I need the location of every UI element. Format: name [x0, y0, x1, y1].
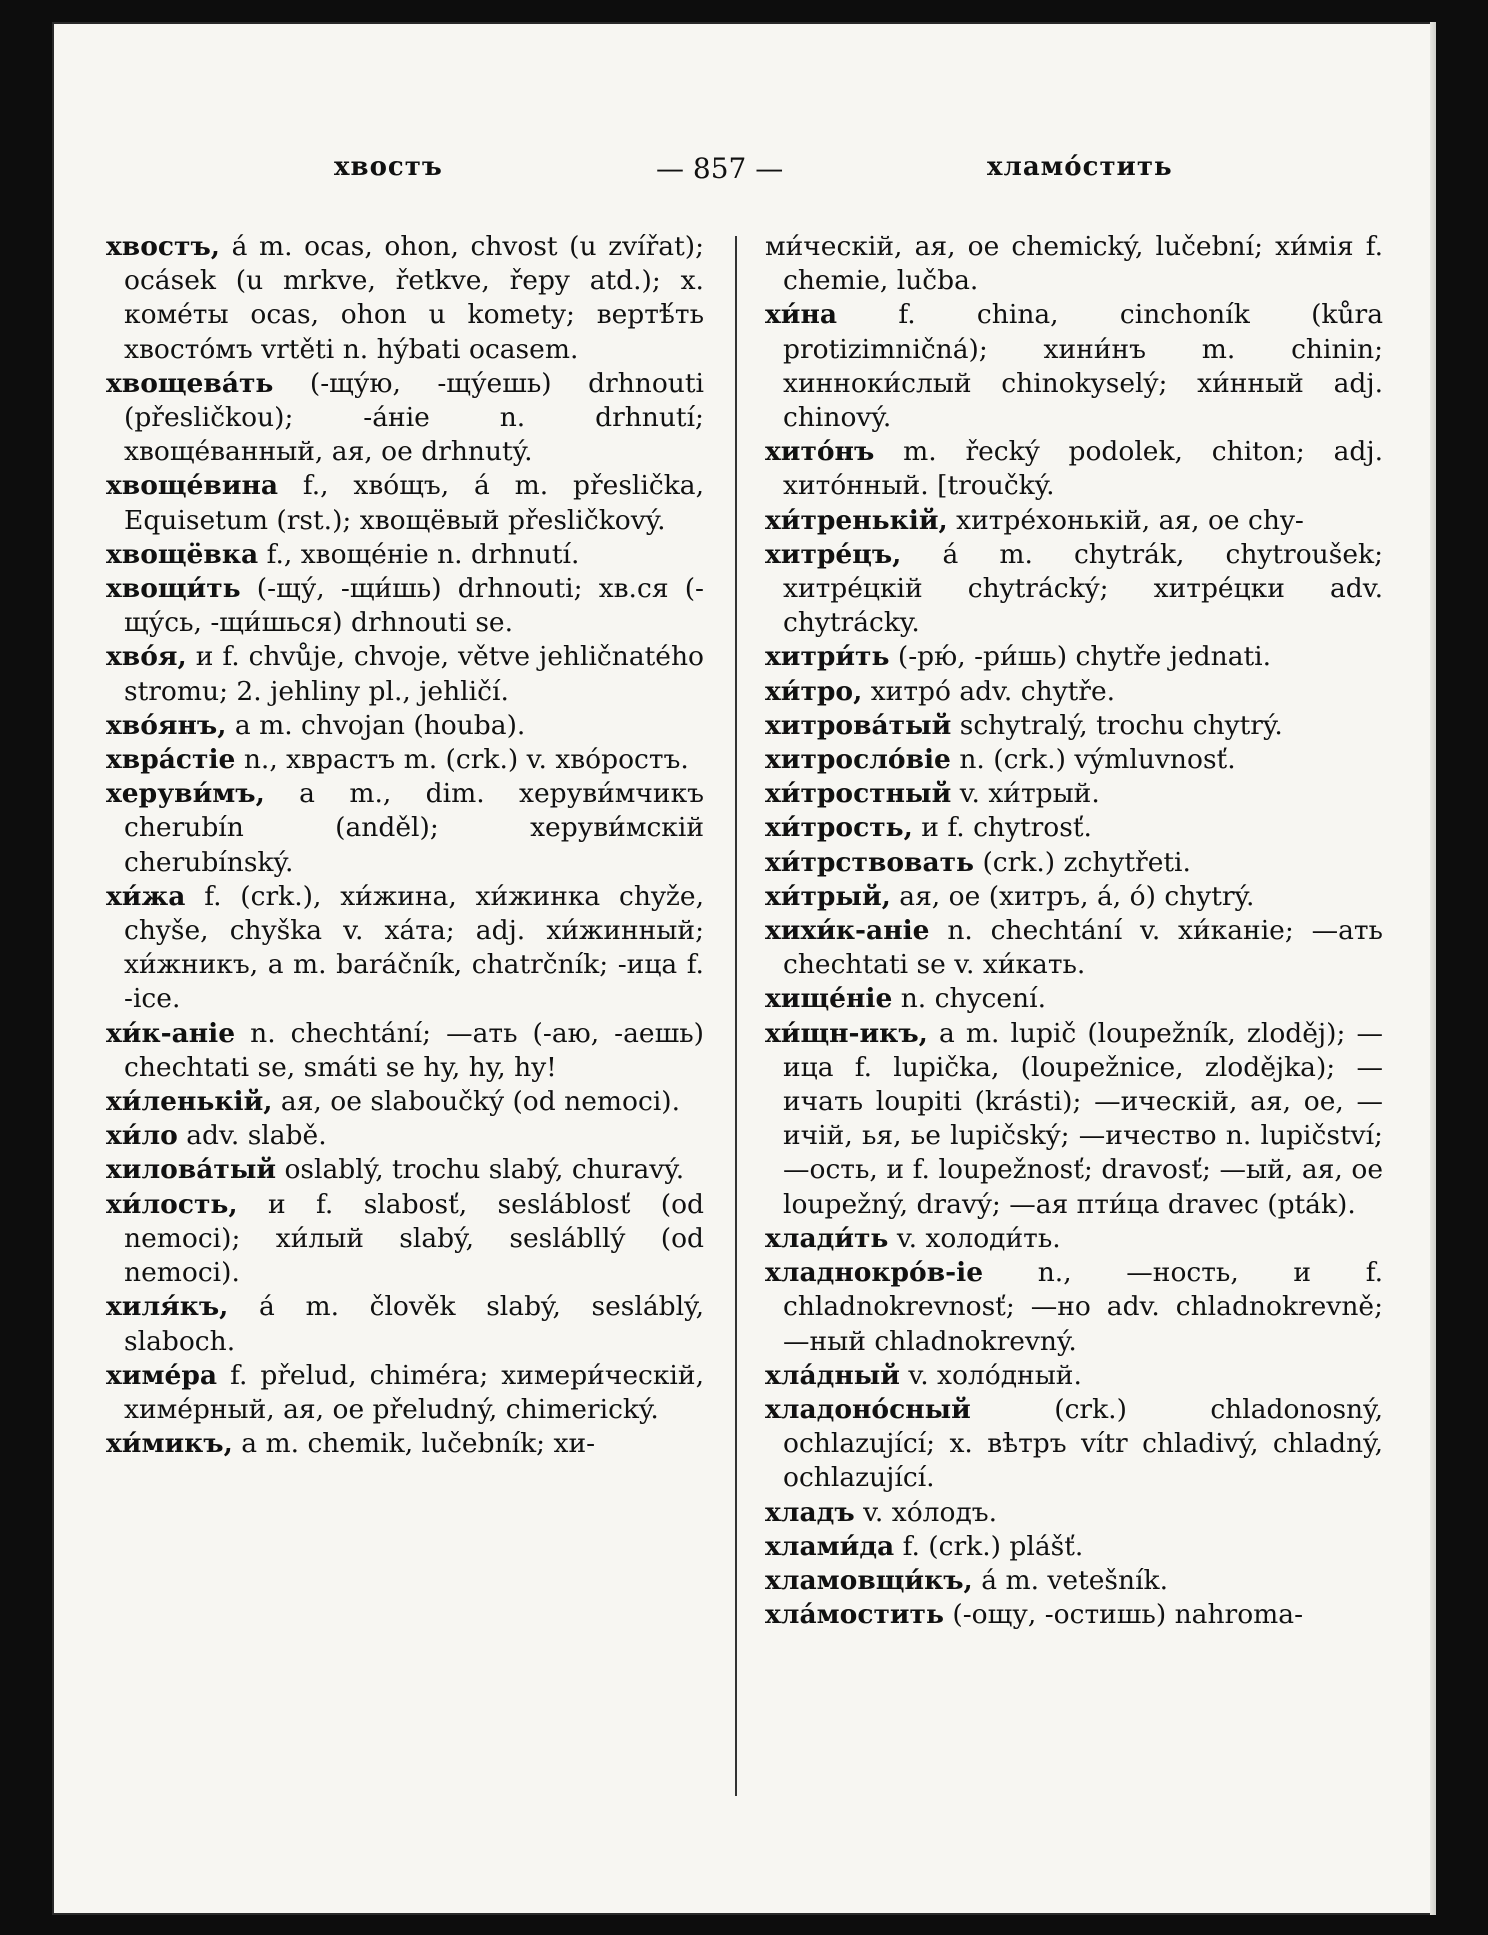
entry-definition: n. chechtání v. хи́канie; —ать chechtati se v. хи́кать.: [783, 915, 1383, 981]
entry-headword: хи́тростный: [765, 778, 952, 810]
page-number: — 857 —: [656, 152, 784, 185]
entry-headword: хитрова́тый: [765, 709, 952, 741]
entry-definition: f. přelud, chiméra; химери́ческiй, химе́рный, ая, ое přeludný, chimerický.: [124, 1359, 704, 1425]
dictionary-entry: [106, 1085, 704, 1119]
entry-definition: а m. chemik, lučebník; хи-: [232, 1428, 596, 1460]
entry-definition: ая, ое (хитръ, á, ó) chytrý.: [890, 880, 1255, 912]
entry-headword: хвощёвка: [106, 538, 259, 570]
entry-definition: m. řecký podolek, chiton; adj. хито́нный. [troučký.: [783, 436, 1383, 502]
entry-definition: n., —ность, и f. chladnokrevnosť; —но adv. chladnokrevně; —ный chladnokrevný.: [783, 1257, 1383, 1357]
page-edge: [1430, 22, 1436, 1915]
dictionary-entry: [765, 1256, 1383, 1359]
entry-headword: хи́щн-икъ,: [765, 1017, 928, 1049]
entry-headword: хладнокро́в-ie: [765, 1257, 984, 1289]
dictionary-entry: [765, 1393, 1383, 1496]
dictionary-entry: [106, 1119, 704, 1153]
dictionary-entry: [106, 572, 704, 640]
dictionary-entry: [106, 1153, 704, 1187]
dictionary-entry: [106, 367, 704, 470]
dictionary-entry: [106, 1427, 704, 1461]
entry-headword: хи́трствовать: [765, 846, 975, 878]
dictionary-entry: [106, 469, 704, 537]
dictionary-entry: [765, 914, 1383, 982]
entry-headword: хиля́къ,: [106, 1291, 229, 1323]
dictionary-entry: [765, 1359, 1383, 1393]
entry-headword: хитросло́вie: [765, 744, 951, 776]
entry-headword: хла́мостить: [765, 1599, 944, 1631]
entry-headword: хи́на: [765, 299, 838, 331]
entry-headword: хи́ленькiй,: [106, 1086, 273, 1118]
entry-definition: f. (crk.), хи́жина, хи́жинка chyže, chyše, chyška v. ха́та; adj. хи́жинный; хи́жникъ, а m. baráčník, chatrčník; -ица f. -ice.: [124, 880, 704, 1015]
dictionary-entry: [106, 1290, 704, 1358]
entry-definition: f., хвоще́нie n. drhnutí.: [258, 538, 580, 570]
entry-definition: á m. ocas, ohon, chvost (u zvířat); ocásek (u mrkve, řetkve, řepy atd.); х. коме́ты ocas, ohon u komety; вертѣ́ть хвосто́мъ vrtěti n. hýbati ocasem.: [124, 231, 704, 365]
entry-headword: хихи́к-анie: [765, 915, 930, 947]
entry-headword: хи́тренькiй,: [765, 504, 948, 536]
dictionary-entry: [106, 777, 704, 880]
dictionary-entry: [106, 743, 704, 777]
entry-headword: хитре́цъ,: [765, 538, 902, 570]
dictionary-entry: [765, 1598, 1383, 1632]
left-column: [106, 230, 704, 1461]
header-right-word: хламо́стить: [987, 152, 1173, 182]
entry-definition: (-ощу, -остишь) nahroma-: [943, 1599, 1304, 1631]
entry-headword: хито́нъ: [765, 436, 875, 468]
entry-definition: á m. chytrák, chytroušek; хитре́цкiй chytrácký; хитре́цки adv. chytrácky.: [783, 538, 1383, 639]
dictionary-entry: [765, 743, 1383, 777]
dictionary-entry: [765, 504, 1383, 538]
dictionary-entry: [106, 880, 704, 1017]
entry-headword: химе́ра: [106, 1359, 218, 1391]
entry-definition: (-щу́, -щи́шь) drhnouti; хв.ся (-щу́сь, -щи́шься) drhnouti se.: [124, 573, 704, 639]
column-divider: [735, 236, 737, 1796]
dictionary-entry: [765, 846, 1383, 880]
entry-headword: хладъ: [765, 1496, 855, 1528]
entry-definition: n. chycení.: [892, 983, 1047, 1015]
dictionary-entry: [106, 538, 704, 572]
entry-definition: f., хво́щъ, á m. přeslička, Equisetum (rst.); хвощёвый přesličkový.: [124, 470, 704, 536]
entry-definition: (-рю́, -ри́шь) chytře jednati.: [889, 641, 1272, 673]
entry-definition: v. холоди́ть.: [888, 1222, 1061, 1254]
entry-definition: ая, ое slaboučký (od nemoci).: [272, 1086, 681, 1118]
entry-headword: хла́дный: [765, 1359, 900, 1391]
entry-definition: (-щу́ю, -щу́ешь) drhnouti (přesličkou); -áнie n. drhnutí; хвоще́ванный, ая, ое drhnutý.: [124, 367, 704, 468]
dictionary-entry: [765, 709, 1383, 743]
entry-headword: хище́нie: [765, 983, 893, 1015]
entry-headword: хлами́да: [765, 1530, 895, 1562]
entry-definition: и f. slabosť, sesláblosť (od nemoci); хи́лый slabý, seslábllý (od nemoci).: [124, 1188, 704, 1289]
entry-definition: f. (crk.) plášť.: [894, 1530, 1084, 1562]
entry-definition: (crk.) zchytřeti.: [974, 846, 1191, 878]
dictionary-entry: [106, 230, 704, 367]
entry-headword: хи́ло: [106, 1120, 178, 1152]
entry-headword: хво́янъ,: [106, 709, 227, 741]
entry-headword: хи́трый,: [765, 880, 891, 912]
dictionary-page: [52, 22, 1436, 1915]
dictionary-entry: [765, 675, 1383, 709]
entry-definition: ми́ческiй, ая, ое chemický, lučební; хи́мiя f. chemie, lučba.: [765, 231, 1383, 297]
entry-headword: хи́жа: [106, 880, 186, 912]
dictionary-entry: [106, 709, 704, 743]
entry-definition: v. хо́лодъ.: [854, 1496, 998, 1528]
entry-headword: хвощева́ть: [106, 367, 274, 399]
entry-definition: а m. chvojan (houba).: [226, 709, 526, 741]
entry-headword: хи́тро,: [765, 675, 863, 707]
dictionary-entry: [765, 1496, 1383, 1530]
entry-definition: и f. chvůje, chvoje, větve jehličnatého stromu; 2. jehliny pl., jehličí.: [124, 641, 704, 707]
entry-definition: и f. chytrosť.: [912, 812, 1092, 844]
entry-headword: хи́к-анie: [106, 1017, 236, 1049]
dictionary-entry: [106, 1017, 704, 1085]
running-head: [52, 152, 1436, 192]
entry-definition: а m. lupič (loupežník, zloděj); —ица f. lupička, (loupežnice, zlodějka); —ичать loupiti (krásti); —ическiй, ая, ое, —ичiй, ья, ье lupičský; —ичество n. lupičství; —ость, и f. loupežnosť; dravosť; —ый, ая, ое loupežný, dravý; —ая пти́ца dravec (pták).: [783, 1017, 1383, 1220]
dictionary-entry: [765, 1017, 1383, 1222]
entry-definition: á m. vetešník.: [972, 1564, 1169, 1596]
dictionary-entry: [765, 298, 1383, 435]
right-column: [765, 230, 1383, 1632]
entry-definition: n. (crk.) výmluvnosť.: [950, 744, 1236, 776]
entry-headword: хитри́ть: [765, 641, 890, 673]
dictionary-entry: [765, 1530, 1383, 1564]
entry-headword: хладоно́сный: [765, 1393, 971, 1425]
dictionary-entry: [106, 1188, 704, 1291]
entry-headword: хво́я,: [106, 641, 187, 673]
entry-headword: херуви́мъ,: [106, 778, 265, 810]
entry-headword: хилова́тый: [106, 1154, 277, 1186]
entry-definition: oslablý, trochu slabý, churavý.: [276, 1154, 685, 1186]
dictionary-entry: [765, 1564, 1383, 1598]
entry-headword: хвощи́ть: [106, 573, 241, 605]
dictionary-entry: [765, 230, 1383, 298]
entry-definition: (crk.) chladonosný, ochlazující; х. вѣтръ vítr chladivý, chladný, ochlazující.: [783, 1393, 1383, 1494]
entry-headword: хлади́ть: [765, 1222, 889, 1254]
dictionary-entry: [765, 435, 1383, 503]
entry-headword: хи́лость,: [106, 1188, 238, 1220]
dictionary-entry: [765, 777, 1383, 811]
dictionary-entry: [765, 880, 1383, 914]
entry-headword: хи́трость,: [765, 812, 913, 844]
dictionary-entry: [765, 811, 1383, 845]
dictionary-entry: [765, 538, 1383, 641]
dictionary-entry: [765, 640, 1383, 674]
entry-definition: v. хи́трый.: [951, 778, 1100, 810]
entry-headword: хламовщи́къ,: [765, 1564, 973, 1596]
entry-headword: хвостъ,: [106, 231, 220, 262]
entry-definition: хитре́хонькiй, ая, ое chy-: [947, 504, 1304, 536]
entry-definition: á m. člověk slabý, sesláblý, slaboch.: [124, 1291, 704, 1357]
dictionary-entry: [106, 640, 704, 708]
entry-definition: schytralý, trochu chytrý.: [951, 709, 1283, 741]
entry-definition: f. china, cinchoník (kůra protizimničná); хини́нъ m. chinin; хинноки́слый chinokyselý; хи́нный adj. chinový.: [783, 299, 1383, 434]
entry-definition: n., хврастъ m. (crk.) v. хво́ростъ.: [235, 744, 689, 776]
entry-headword: хвоще́вина: [106, 470, 279, 502]
dictionary-entry: [106, 1359, 704, 1427]
dictionary-entry: [765, 982, 1383, 1016]
dictionary-entry: [765, 1222, 1383, 1256]
entry-definition: n. chechtání; —ать (-аю, -аешь) chechtati se, smáti se hy, hy, hy!: [124, 1017, 704, 1083]
entry-definition: adv. slabě.: [177, 1120, 327, 1152]
entry-definition: хитро́ adv. chytře.: [862, 675, 1116, 707]
entry-definition: а m., dim. херуви́мчикъ cherubín (anděl); херуви́мскiй cherubínský.: [124, 778, 704, 878]
header-left-word: хвостъ: [334, 152, 443, 182]
entry-headword: хи́микъ,: [106, 1428, 233, 1460]
entry-headword: хвра́стie: [106, 744, 236, 776]
entry-definition: v. холо́дный.: [899, 1359, 1082, 1391]
